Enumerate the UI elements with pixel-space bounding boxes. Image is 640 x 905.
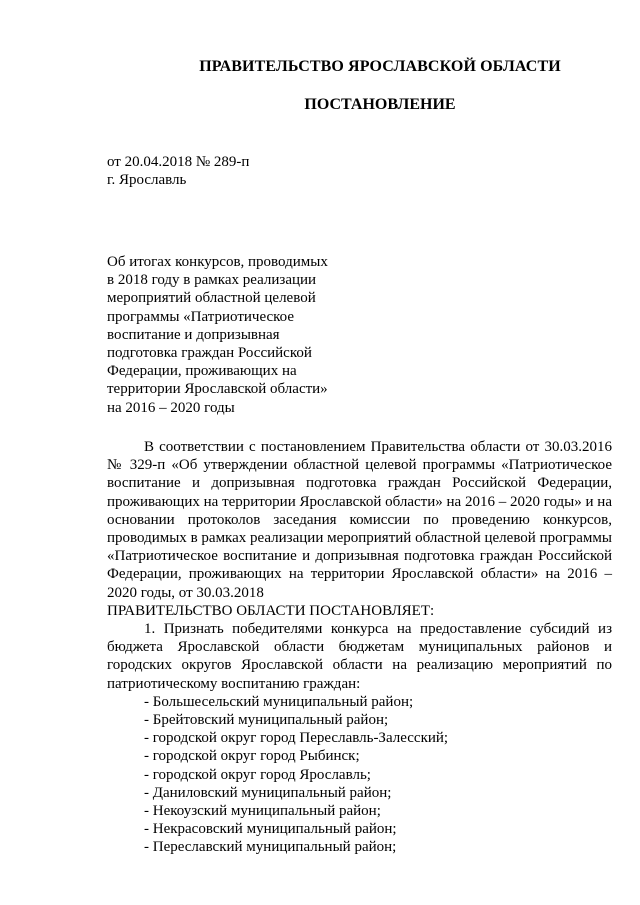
list-item: - Некрасовский муниципальный район;: [144, 821, 397, 838]
document-body: [107, 438, 612, 857]
list-item: - Брейтовский муниципальный район;: [144, 712, 389, 729]
list-item: - городской округ город Переславль-Залесский;: [144, 730, 449, 747]
list-item: - Даниловский муниципальный район;: [144, 784, 392, 801]
list-item: - Некоузский муниципальный район;: [144, 803, 381, 820]
government-title: ПРАВИТЕЛЬСТВО ЯРОСЛАВСКОЙ ОБЛАСТИ: [199, 58, 561, 75]
item-1-paragraph: 1. Признать победителями конкурса на предоставление субсидий из бюджета Ярославской области бюджетам муниципальных районов и городских округов Ярославской области на реализацию мероприятий по патриотическому воспитанию граждан:: [107, 621, 612, 692]
subject-line: мероприятий областной целевой: [107, 290, 316, 307]
document-type: ПОСТАНОВЛЕНИЕ: [304, 96, 456, 113]
resolves-heading: ПРАВИТЕЛЬСТВО ОБЛАСТИ ПОСТАНОВЛЯЕТ:: [107, 602, 435, 619]
list-item: - Большесельский муниципальный район;: [144, 693, 414, 710]
subject-line: в 2018 году в рамках реализации: [107, 272, 317, 289]
document-subject: [107, 253, 367, 417]
subject-line: Об итогах конкурсов, проводимых: [107, 254, 328, 270]
subject-line: Федерации, проживающих на: [107, 363, 297, 380]
subject-line: на 2016 – 2020 годы: [107, 399, 235, 416]
subject-line: программы «Патриотическое: [107, 308, 295, 325]
intro-paragraph: В соответствии с постановлением Правительства области от 30.03.2016 № 329-п «Об утверждении областной целевой программы «Патриотическое воспитание и допризывная подготовка граждан Российской Федерации, проживающих на территории Ярославской области» на 2016 – 2020 годы» и на основании протоколов заседания комиссии по проведению конкурсов, проводимых в рамках реализации мероприятий областной целевой программы «Патриотическое воспитание и допризывная подготовка граждан Российской Федерации, проживающих на территории Ярославской области» на 2016 – 2020 годы, от 30.03.2018: [107, 439, 612, 601]
subject-line: воспитание и допризывная: [107, 326, 280, 343]
subject-line: территории Ярославской области»: [107, 381, 328, 398]
list-item: - городской округ город Рыбинск;: [144, 748, 360, 765]
winners-list: [107, 693, 612, 857]
list-item: - городской округ город Ярославль;: [144, 766, 371, 783]
subject-line: подготовка граждан Российской: [107, 345, 312, 362]
city: г. Ярославль: [107, 172, 187, 188]
list-item: - Переславский муниципальный район;: [144, 839, 397, 856]
date-number: от 20.04.2018 № 289-п: [107, 154, 250, 170]
